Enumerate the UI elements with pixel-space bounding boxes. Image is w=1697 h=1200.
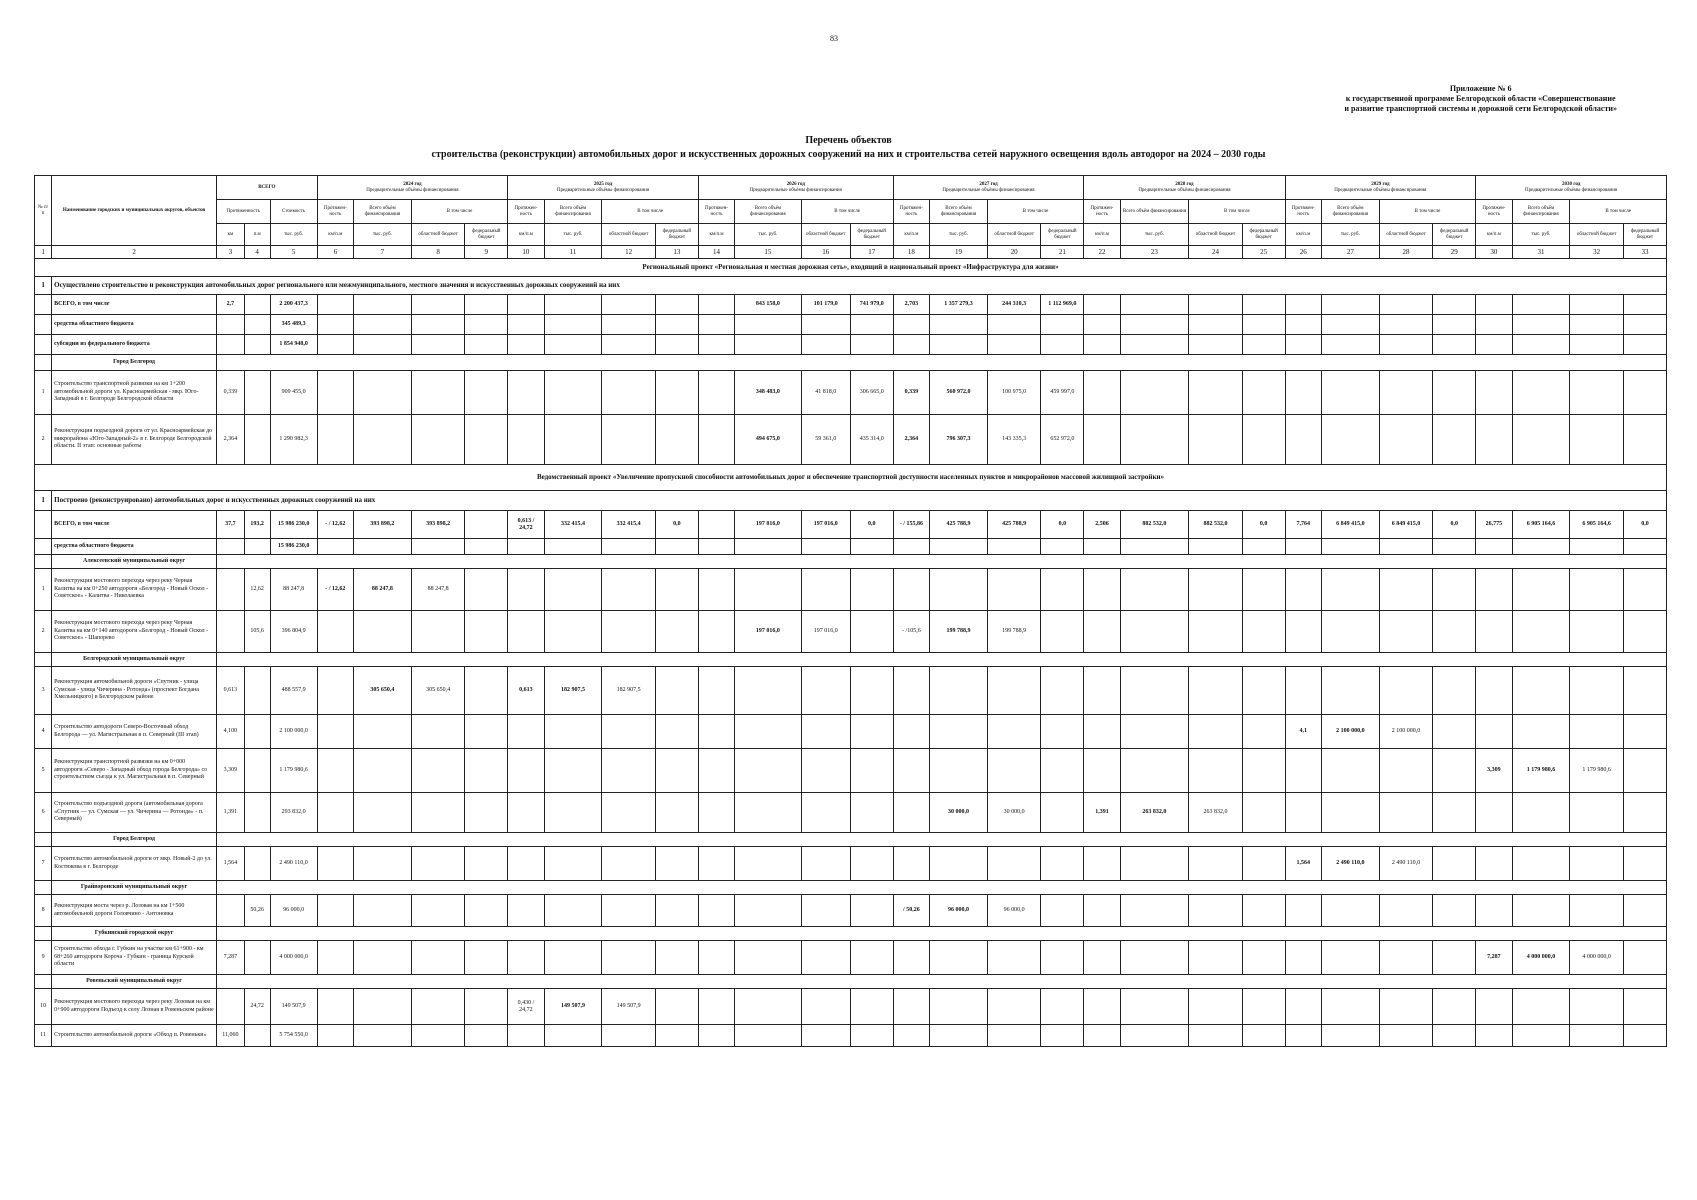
h-vsego: Всего объём финансирования bbox=[544, 200, 602, 224]
col-year-2029: 2029 год Предварительные объёмы финансирования bbox=[1285, 176, 1476, 200]
col-length: Протяженность bbox=[217, 200, 271, 224]
table-row: 10 Реконструкция мостового перехода через реку Лозовая на км 0+900 автодороги Подъезд к селу Лозная в Ровеньском районе 24,72 149 507,9 0,430 / 24,72 149 507,9 149 507,9 bbox=[35, 989, 1667, 1025]
table-row: 8 Реконструкция моста через р. Лозовая на км 1+500 автомобильной дороги Головчино - Антоновка 50,26 96 000,0 / 50,26 96 000,0 96 000,0 bbox=[35, 895, 1667, 927]
h-prot: Протяжен-ность bbox=[317, 200, 353, 224]
table-row: 2 Реконструкция подъездной дороги от ул. Красноармейская до микрорайона «Юго-Западный-2» в г. Белгороде Белгородской области. II этап: основные работы 2,364 1 290 982,3 494 675,0 59 361,0 435 314,0 2,364 796 307,3 143 335,3 652 972,0 bbox=[35, 415, 1667, 465]
h-obl: областной бюджет bbox=[1379, 224, 1433, 246]
h-thr: тыс. руб. bbox=[1321, 224, 1379, 246]
h-fed: федеральный бюджет bbox=[655, 224, 698, 246]
h-thr: тыс. руб. bbox=[544, 224, 602, 246]
h-kmpm: км/п.м bbox=[508, 224, 544, 246]
col-year-2025: 2025 год Предварительные объёмы финансирования bbox=[508, 176, 699, 200]
h-vsego: Всего объём финансирования bbox=[735, 200, 801, 224]
h-obl: областной бюджет bbox=[1570, 224, 1624, 246]
document-title bbox=[0, 134, 1697, 162]
table-row: 9 Строительство обхода г. Губкин на участке км 61+900 - км 68+260 автодороги Короча - Губкин - граница Курской области 7,287 4 000 000,0 7,287 4 000 000,0 4 000 000,0 bbox=[35, 941, 1667, 975]
annex-line1: к государственной программе Белгородской области «Совершенствование bbox=[1345, 94, 1616, 103]
district-belgorodsky: Белгородский муниципальный округ bbox=[52, 653, 217, 667]
h-prot: Протяжен-ность bbox=[893, 200, 929, 224]
h-prot: Протяжен-ность bbox=[698, 200, 734, 224]
col-year-2028: 2028 год Предварительные объёмы финансирования bbox=[1084, 176, 1285, 200]
table-row: 3 Реконструкция автомобильной дороги «Спутник - улица Сумская - улица Чичерина - Ротонда» (проспект Богдана Хмельницкого) в Белгородском районе 0,613 488 557,9 305 650,4 305 650,4 0,613 182 907,5 182 907,5 bbox=[35, 667, 1667, 715]
h-thr: тыс. руб. bbox=[735, 224, 801, 246]
h-fed: федеральный бюджет bbox=[1433, 224, 1476, 246]
task1-title: Осуществлено строительство и реконструкция автомобильных дорог регионального или межмуниципального, местного значения и искусственных дорожных сооружений на них bbox=[52, 277, 1667, 295]
table-row: 11 Строительство автомобильной дороги «Обход п. Ровеньки» 11,060 5 754 550,0 bbox=[35, 1025, 1667, 1047]
h-obl: областной бюджет bbox=[801, 224, 850, 246]
h-kmpm: км/п.м bbox=[317, 224, 353, 246]
h-prot: Протяжен-ность bbox=[1285, 200, 1321, 224]
h-thr: тыс. руб. bbox=[270, 224, 317, 246]
h-obl: областной бюджет bbox=[602, 224, 656, 246]
h-fed: федеральный бюджет bbox=[1623, 224, 1666, 246]
col-num: № п/п bbox=[35, 176, 52, 246]
h-fed: федеральный бюджет bbox=[850, 224, 893, 246]
h-vtom: В том числе bbox=[987, 200, 1083, 224]
table-row: 1 Реконструкция мостового перехода через реку Черная Калитва на км 0+250 автодороги «Белгород - Новый Оскол - Советское» - Калитва - Николаевка 12,62 88 247,8 - / 12,62 88 247,8 88 247,8 bbox=[35, 569, 1667, 611]
h-pm: п.м bbox=[244, 224, 270, 246]
table-row: 1 Строительство транспортной развязки на км 1+200 автомобильной дороги ул. Красноармейская - мкр. Юго-Западный в г. Белгороде Белгородской области 0,339 909 455,0 348 483,0 41 818,0 306 665,0 0,339 560 972,0 100 975,0 459 997,0 bbox=[35, 371, 1667, 415]
annex-title: Приложение № 6 bbox=[1449, 84, 1512, 93]
district-grayvoron: Грайворонский муниципальный округ bbox=[52, 881, 217, 895]
annex-block bbox=[1344, 84, 1617, 114]
h-kmpm: км/п.м bbox=[698, 224, 734, 246]
h-thr: тыс. руб. bbox=[1120, 224, 1189, 246]
table-row: 6 Строительство подъездной дороги (автомобильная дорога «Спутник — ул. Сумская — ул. Чичерина — Ротонда» - п. Северный) 1,391 293 832,0 30 000,0 30 000,0 1,391 263 832,0 263 832,0 bbox=[35, 793, 1667, 833]
objects-table bbox=[34, 175, 1667, 1047]
district-alekseevka: Алексеевский муниципальный округ bbox=[52, 555, 217, 569]
h-vsego: Всего объём финансирования bbox=[1512, 200, 1570, 224]
h-kmpm: км/п.м bbox=[1084, 224, 1120, 246]
h-obl: областной бюджет bbox=[411, 224, 465, 246]
h-vsego: Всего объём финансирования bbox=[1120, 200, 1189, 224]
p1-obl-row: средства областного бюджета 345 489,3 bbox=[35, 315, 1667, 335]
task1-num: 1 bbox=[35, 277, 52, 295]
col-year-2027: 2027 год Предварительные объёмы финансирования bbox=[893, 176, 1084, 200]
task2-title: Построено (реконструировано) автомобильных дорог и искусственных дорожных сооружений на них bbox=[52, 491, 1667, 511]
h-vtom: В том числе bbox=[411, 200, 507, 224]
h-prot: Протяжен-ность bbox=[1476, 200, 1512, 224]
h-km: км bbox=[217, 224, 245, 246]
h-vtom: В том числе bbox=[1570, 200, 1667, 224]
h-thr: тыс. руб. bbox=[354, 224, 412, 246]
h-kmpm: км/п.м bbox=[893, 224, 929, 246]
district-belgorod: Город Белгород bbox=[52, 833, 217, 847]
p2-total-row: ВСЕГО, в том числе 37,7 193,2 15 986 230,0 - / 12,62 393 898,2 393 898,2 0,613 / 24,72 332 415,4 332 415,4 0,0 197 016,0 197 016,0 0,0 - / 155,86 425 788,9 425 788,9 0,0 2,506 882 532,0 882 532,0 0,0 7,764 6 849 415,0 6 849 415,0 0,0 26,775 6 905 164,6 6 905 164,6 0,0 bbox=[35, 511, 1667, 539]
table-row: 4 Строительство автодороги Северо-Восточный обход Белгорода — ул. Магистральная в п. Северный (III этап) 4,100 2 100 000,0 4,1 2 100 000,0 2 100 000,0 bbox=[35, 715, 1667, 749]
district-belgorod-city: Город Белгород bbox=[52, 355, 217, 371]
h-fed: федеральный бюджет bbox=[1242, 224, 1285, 246]
h-thr: тыс. руб. bbox=[930, 224, 988, 246]
title-line2: строительства (реконструкции) автомобильных дорог и искусственных дорожных сооружений на них и строительства сетей наружного освещения вдоль автодорог на 2024 – 2030 годы bbox=[431, 149, 1266, 160]
column-numbers-row: 1 2 3 4 5 6 7 8 9 10 11 12 13 14 15 16 17 18 19 20 21 22 23 24 25 26 27 28 29 30 31 32 33 bbox=[35, 246, 1667, 259]
col-cost: Стоимость bbox=[270, 200, 317, 224]
h-vtom: В том числе bbox=[801, 200, 893, 224]
h-thr: тыс. руб. bbox=[1512, 224, 1570, 246]
p1-total-row: ВСЕГО, в том числе 2,7 2 200 437,3 843 158,0 101 179,0 741 979,0 2,703 1 357 279,3 244 310,3 1 112 969,0 bbox=[35, 295, 1667, 315]
table-row: 7 Строительство автомобильной дороги от мкр. Новый-2 до ул. Костюкова в г. Белгороде 1,564 2 490 110,0 1,564 2 490 110,0 2 490 110,0 bbox=[35, 847, 1667, 881]
district-rovenki: Ровеньский муниципальный округ bbox=[52, 975, 217, 989]
table-row: 2 Реконструкция мостового перехода через реку Черная Калитва на км 0+140 автодороги «Белгород - Новый Оскол - Советское» - Шапорево 105,6 396 804,9 197 016,0 197 016,0 - /105,6 199 788,9 199 788,9 bbox=[35, 611, 1667, 653]
h-vsego: Всего объём финансирования bbox=[1321, 200, 1379, 224]
h-prot: Протяжен-ность bbox=[1084, 200, 1120, 224]
district-gubkin: Губкинский городской округ bbox=[52, 927, 217, 941]
col-year-2026: 2026 год Предварительные объёмы финансирования bbox=[698, 176, 893, 200]
col-total: ВСЕГО bbox=[217, 176, 318, 200]
h-vtom: В том числе bbox=[1379, 200, 1475, 224]
h-vsego: Всего объём финансирования bbox=[354, 200, 412, 224]
col-name: Наименование городских и муниципальных округов, объектов bbox=[52, 176, 217, 246]
page-number: 83 bbox=[830, 34, 838, 43]
project1-title: Региональный проект «Региональная и местная дорожная сеть», входящий в национальный проект «Инфраструктура для жизни» bbox=[35, 259, 1667, 277]
project2-title: Ведомственный проект «Увеличение пропускной способности автомобильных дорог и обеспечение транспортной доступности населенных пунктов и микрорайонов массовой жилищной застройки» bbox=[35, 465, 1667, 491]
annex-line2: и развитие транспортной системы и дорожной сети Белгородской области» bbox=[1344, 104, 1617, 113]
h-kmpm: км/п.м bbox=[1285, 224, 1321, 246]
p1-fed-row: субсидии из федерального бюджета 1 854 948,0 bbox=[35, 335, 1667, 355]
h-vtom: В том числе bbox=[1189, 200, 1285, 224]
title-line1: Перечень объектов bbox=[805, 135, 892, 146]
h-vsego: Всего объём финансирования bbox=[930, 200, 988, 224]
table-row: 5 Реконструкция транспортной развязки на км 0+000 автодороги «Северо - Западный обход города Белгорода» со строительством съезда к ул. Магистральная в п. Северный 3,309 1 179 980,6 3,309 1 179 980,6 1 179 980,6 bbox=[35, 749, 1667, 793]
h-vtom: В том числе bbox=[602, 200, 698, 224]
col-year-2024: 2024 год Предварительные объёмы финансирования bbox=[317, 176, 508, 200]
col-year-2030: 2030 год Предварительные объёмы финансирования bbox=[1476, 176, 1667, 200]
h-kmpm: км/п.м bbox=[1476, 224, 1512, 246]
h-fed: федеральный бюджет bbox=[1041, 224, 1084, 246]
h-prot: Протяжен-ность bbox=[508, 200, 544, 224]
task2-num: 1 bbox=[35, 491, 52, 511]
h-obl: областной бюджет bbox=[987, 224, 1041, 246]
h-obl: областной бюджет bbox=[1189, 224, 1243, 246]
p2-obl-row: средства областного бюджета 15 986 230,0 bbox=[35, 539, 1667, 555]
h-fed: федеральный бюджет bbox=[465, 224, 508, 246]
